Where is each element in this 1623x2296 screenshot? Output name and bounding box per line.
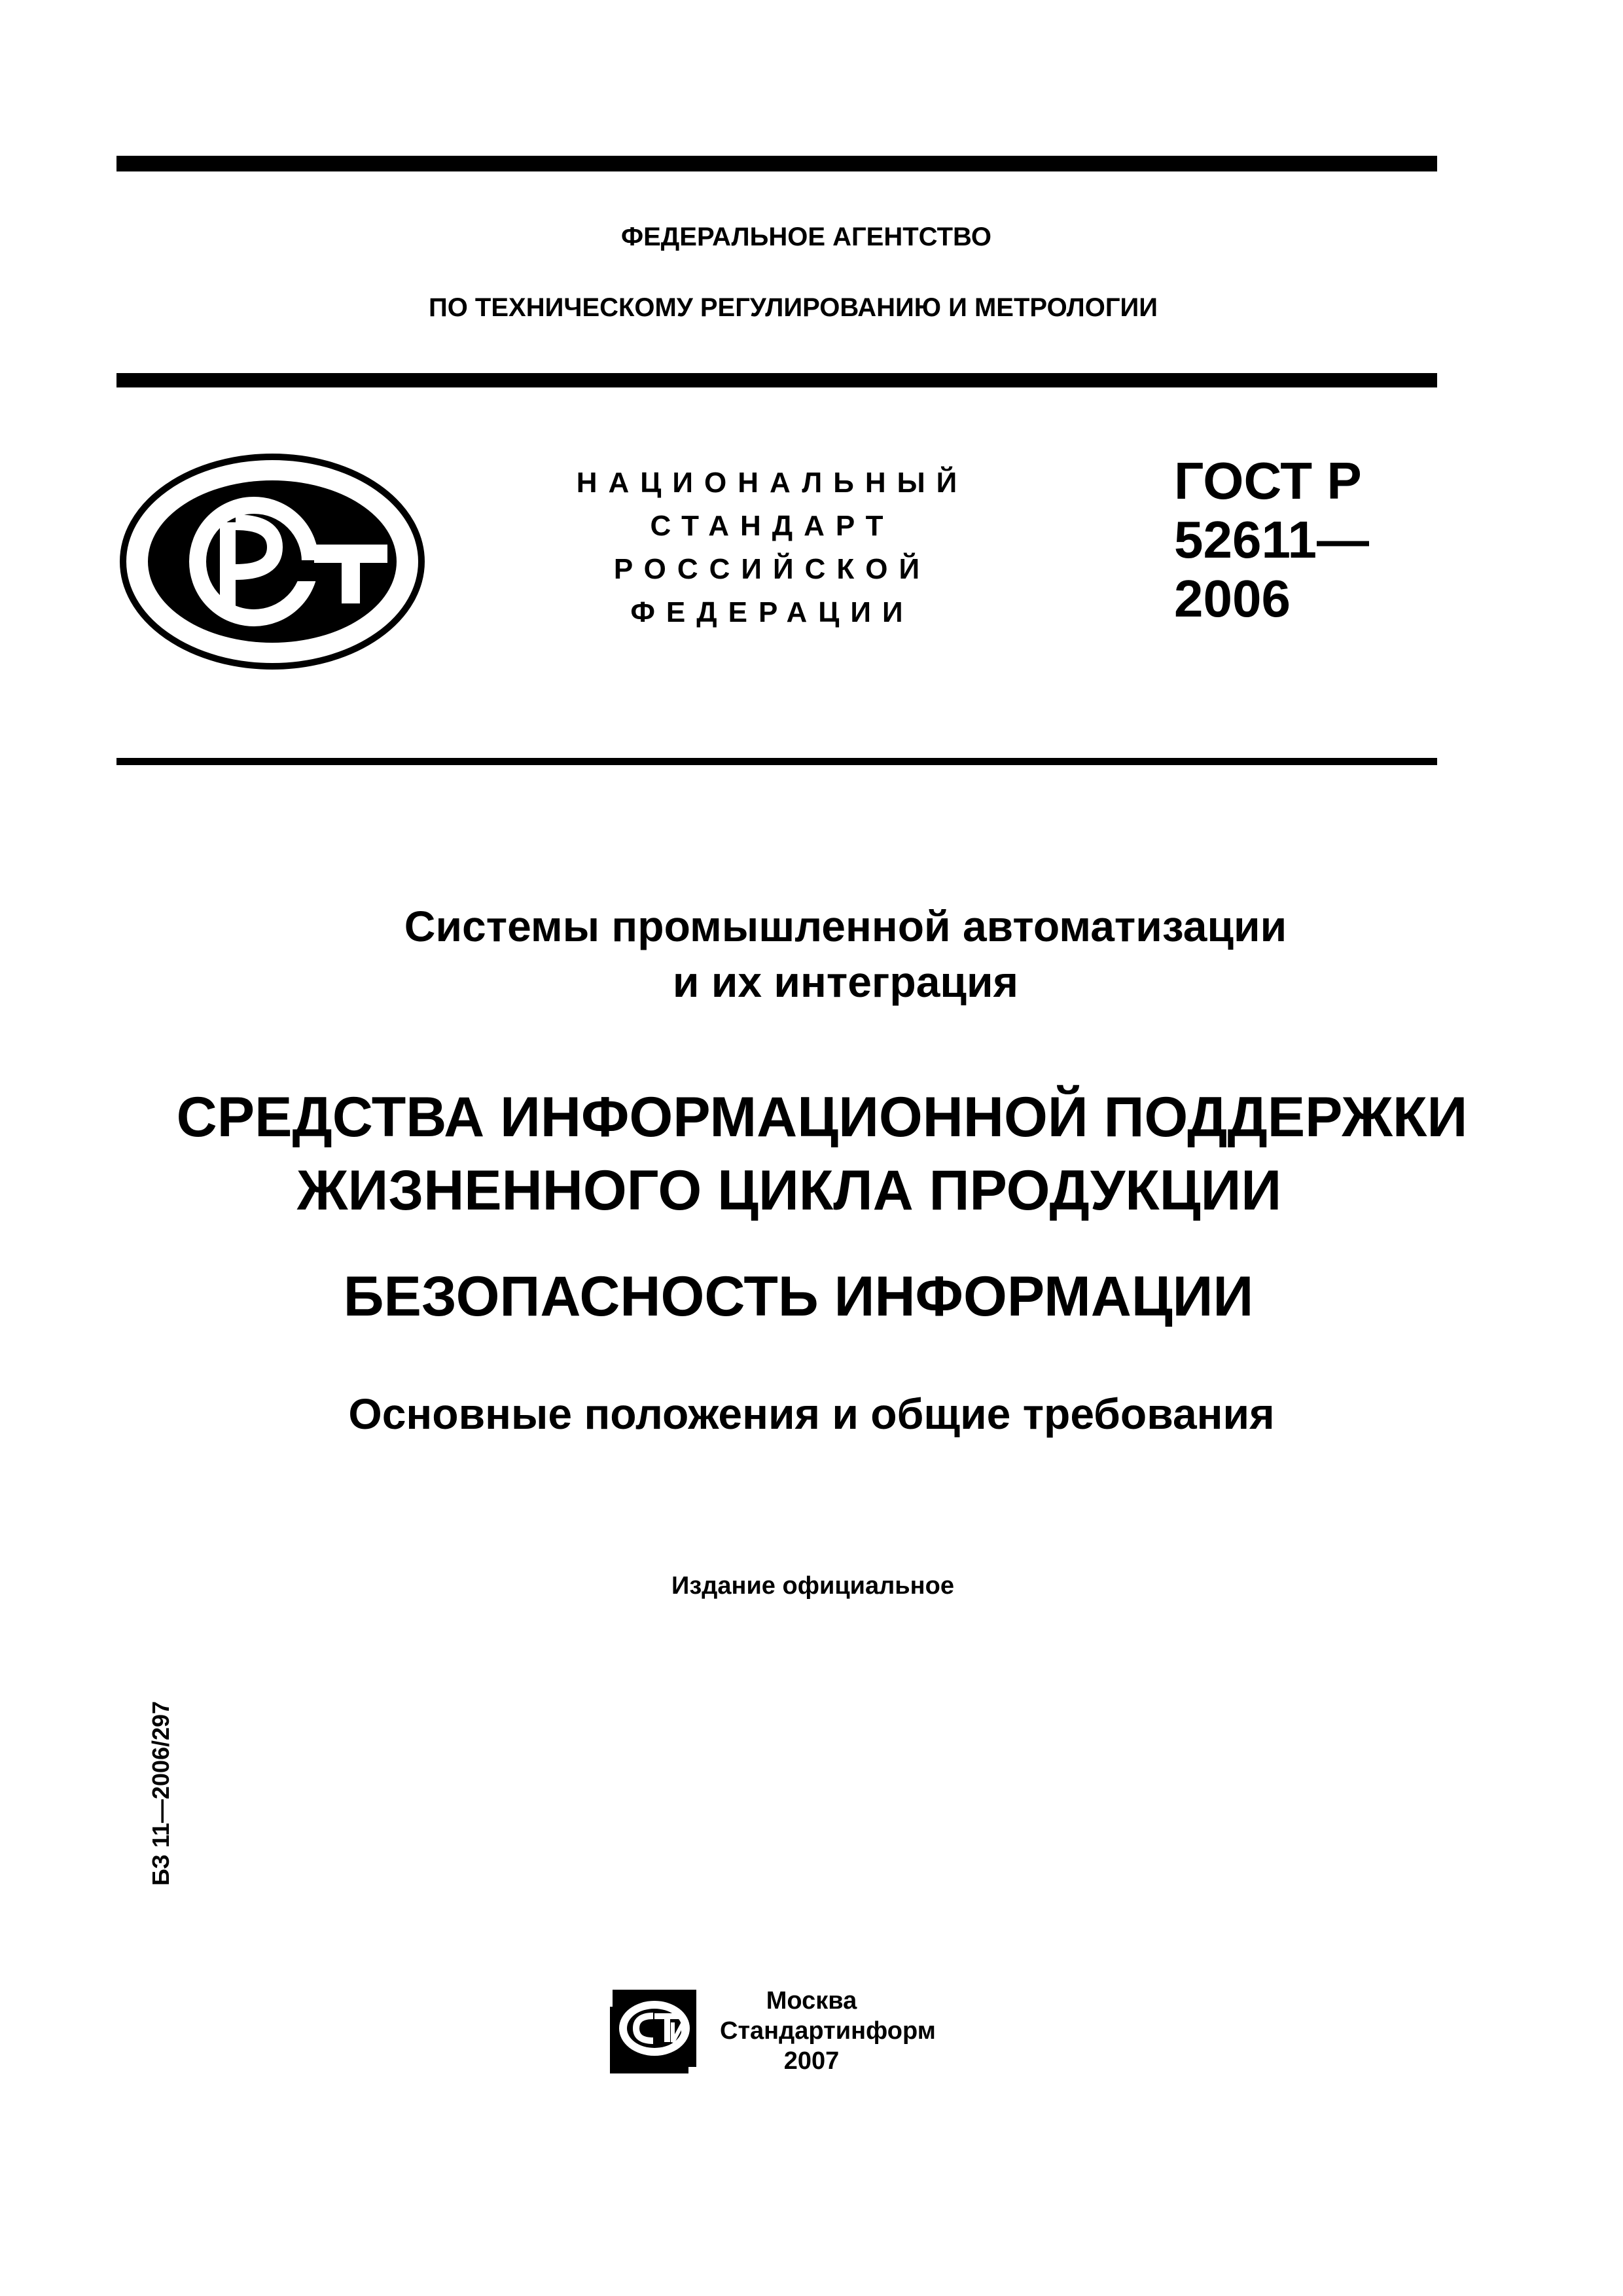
- gost-r-certification-mark-icon: [116, 449, 428, 674]
- standartinform-logo-icon: [607, 1987, 704, 2075]
- national-line: СТАНДАРТ: [650, 510, 895, 542]
- national-line: РОССИЙСКОЙ: [613, 553, 931, 585]
- designation-line: 2006: [1174, 569, 1291, 628]
- agency-name-line-2: ПО ТЕХНИЧЕСКОМУ РЕГУЛИРОВАНИЮ И МЕТРОЛОГИИ: [428, 293, 1158, 322]
- designation-line: 52611—: [1174, 511, 1370, 569]
- main-title-line-2: ЖИЗНЕННОГО ЦИКЛА ПРОДУКЦИИ: [296, 1159, 1282, 1222]
- national-line: ФЕДЕРАЦИИ: [630, 596, 914, 628]
- main-title-line-3: БЕЗОПАСНОСТЬ ИНФОРМАЦИИ: [343, 1265, 1254, 1328]
- publisher-city: Москва: [766, 1987, 857, 2015]
- publisher-imprint: [720, 1986, 936, 2076]
- subtitle-line-1: Системы промышленной автоматизации: [404, 902, 1287, 950]
- edition-note: Издание официальное: [671, 1572, 954, 1600]
- standard-designation: [1174, 452, 1369, 628]
- national-standard-label: [537, 461, 1008, 634]
- publication-year: 2007: [783, 2047, 840, 2075]
- title-separator-rule: [116, 758, 1437, 765]
- designation-line: ГОСТ Р: [1174, 452, 1362, 510]
- lower-title: Основные положения и общие требования: [348, 1390, 1275, 1438]
- top-rule: [116, 156, 1437, 171]
- catalog-number: БЗ 11—2006/297: [147, 1700, 174, 1886]
- national-line: НАЦИОНАЛЬНЫЙ: [576, 467, 969, 499]
- agency-name-line-1: ФЕДЕРАЛЬНОЕ АГЕНТСТВО: [620, 223, 992, 251]
- publisher-name: Стандартинформ: [720, 2017, 936, 2045]
- subtitle-line-2: и их интеграция: [672, 958, 1019, 1006]
- header-bottom-rule: [116, 373, 1437, 387]
- main-title-line-1: СРЕДСТВА ИНФОРМАЦИОННОЙ ПОДДЕРЖКИ: [176, 1086, 1468, 1149]
